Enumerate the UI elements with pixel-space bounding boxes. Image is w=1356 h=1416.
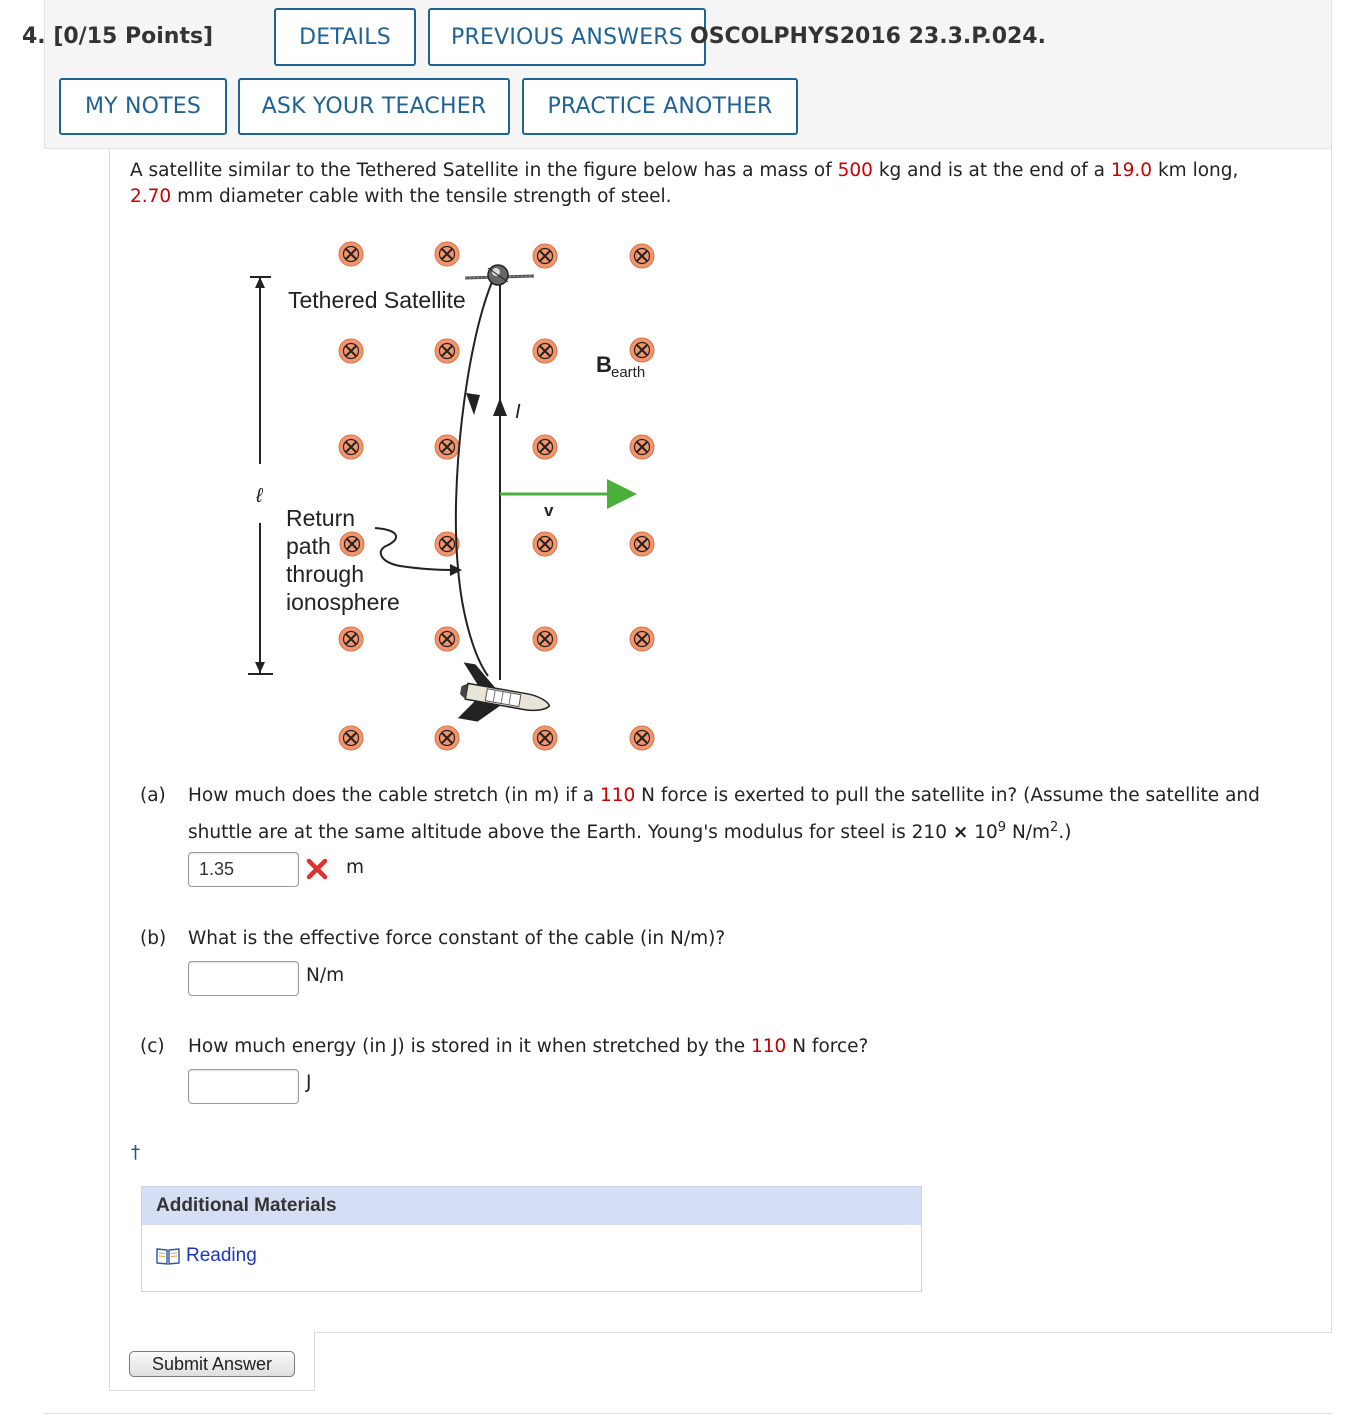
part-c-force: 110 xyxy=(751,1036,787,1057)
part-b-question: What is the effective force constant of the cable (in N/m)? xyxy=(188,928,726,949)
problem-statement: A satellite similar to the Tethered Satellite in the figure below has a mass of 500 kg and is at the end of a 19.0 km long, 2.70 mm diameter cable with the tensile strength of steel. xyxy=(130,160,1239,207)
part-c-question: How much energy (in J) is stored in it when stretched by the 110 N force? xyxy=(188,1036,869,1057)
figure-title: Tethered Satellite xyxy=(288,287,466,313)
my-notes-button[interactable]: MY NOTES xyxy=(59,78,227,135)
part-a-unit: m xyxy=(346,857,365,878)
part-c-label: (c) xyxy=(140,1036,165,1057)
reading-link[interactable] xyxy=(156,1245,257,1267)
space-shuttle-icon xyxy=(454,662,554,733)
part-c-answer-input[interactable] xyxy=(188,1069,299,1104)
additional-materials-panel xyxy=(141,1186,922,1292)
length-label: ℓ xyxy=(256,485,263,507)
b-field-subscript: earth xyxy=(611,364,646,381)
part-b xyxy=(140,923,1320,955)
b-field-marker xyxy=(630,726,654,750)
additional-materials-title: Additional Materials xyxy=(142,1187,921,1225)
return-arrow xyxy=(466,393,480,415)
reading-link-label[interactable]: Reading xyxy=(186,1245,257,1266)
b-field-marker xyxy=(533,726,557,750)
b-field-label: B xyxy=(596,352,612,377)
part-b-unit: N/m xyxy=(306,965,345,986)
frame-mask xyxy=(314,1333,1356,1416)
b-field-marker xyxy=(630,627,654,651)
part-b-answer-input[interactable] xyxy=(188,961,299,996)
bottom-divider xyxy=(44,1413,1332,1414)
velocity-label: v xyxy=(544,501,554,520)
b-field-marker xyxy=(339,242,363,266)
b-field-marker xyxy=(339,627,363,651)
given-diameter: 2.70 xyxy=(130,186,172,207)
book-icon xyxy=(156,1247,180,1265)
return-path-label-line1: Return xyxy=(286,505,356,531)
return-path-label-line3: through xyxy=(286,561,365,587)
return-path-label-line2: path xyxy=(286,533,331,559)
footnote-dagger: † xyxy=(131,1142,140,1163)
given-length: 19.0 xyxy=(1110,160,1153,181)
part-a-label: (a) xyxy=(140,785,166,806)
b-field-marker xyxy=(435,339,459,363)
b-field-marker xyxy=(435,242,459,266)
b-field-marker xyxy=(533,532,557,556)
current-arrow xyxy=(493,398,507,416)
b-field-markers xyxy=(339,242,654,750)
part-a-answer-input[interactable] xyxy=(188,852,299,887)
part-a-force: 110 xyxy=(599,785,636,806)
given-mass: 500 xyxy=(837,160,873,181)
previous-answers-button[interactable]: PREVIOUS ANSWERS xyxy=(428,8,706,66)
b-field-marker xyxy=(630,435,654,459)
current-label: I xyxy=(515,401,521,423)
b-field-marker xyxy=(630,532,654,556)
b-field-marker xyxy=(339,339,363,363)
submit-answer-button[interactable]: Submit Answer xyxy=(129,1351,295,1377)
b-field-marker xyxy=(339,435,363,459)
part-c xyxy=(140,1031,1320,1063)
incorrect-icon xyxy=(306,858,328,880)
question-code: OSCOLPHYS2016 23.3.P.024. xyxy=(690,24,1046,49)
return-path-curve xyxy=(456,282,492,676)
return-path-pointer-head xyxy=(450,564,462,576)
tethered-satellite-figure xyxy=(230,228,690,768)
details-button[interactable]: DETAILS xyxy=(274,8,416,66)
return-path-label-line4: ionosphere xyxy=(286,589,400,615)
part-a xyxy=(140,780,1320,844)
b-field-marker xyxy=(340,532,364,556)
b-field-marker xyxy=(630,338,654,362)
practice-another-button[interactable]: PRACTICE ANOTHER xyxy=(522,78,798,135)
question-points: 4. [0/15 Points] xyxy=(22,24,214,49)
ask-teacher-button[interactable]: ASK YOUR TEACHER xyxy=(238,78,510,135)
part-b-label: (b) xyxy=(140,928,167,949)
b-field-marker xyxy=(533,339,557,363)
b-field-marker xyxy=(435,627,459,651)
part-c-unit: J xyxy=(306,1072,312,1093)
b-field-marker xyxy=(533,435,557,459)
satellite-icon xyxy=(465,265,534,285)
part-a-question: How much does the cable stretch (in m) if a 110 N force is exerted to pull the satellite in? (Assume the satellite and shuttle are at the same altitude above the Earth. Young's modulus for steel is $210 \times 10^9$ $N/m^2$.) xyxy=(188,785,1260,844)
length-dimension xyxy=(248,277,273,674)
b-field-marker xyxy=(533,244,557,268)
b-field-marker xyxy=(630,244,654,268)
b-field-marker xyxy=(435,726,459,750)
b-field-marker xyxy=(339,726,363,750)
b-field-marker xyxy=(533,627,557,651)
b-field-marker xyxy=(435,435,459,459)
